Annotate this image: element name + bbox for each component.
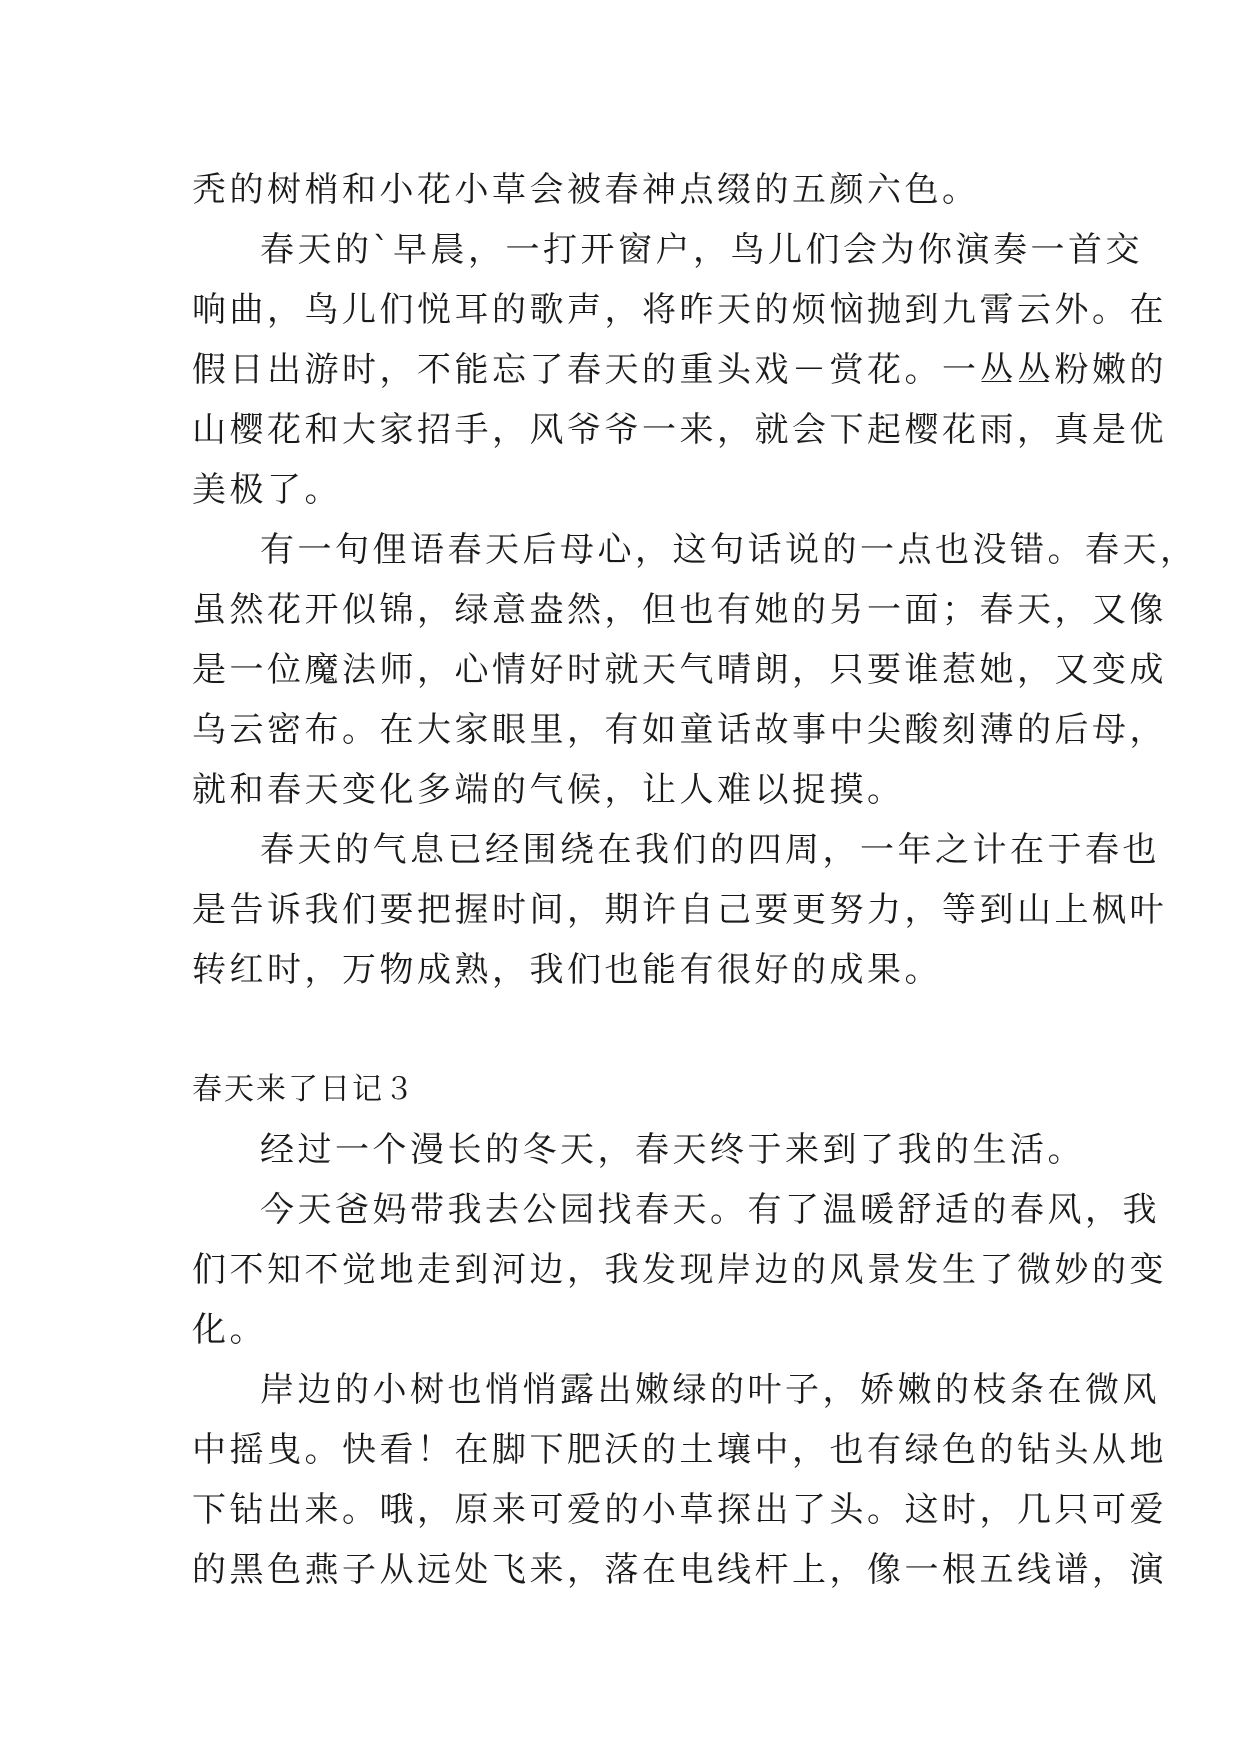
paragraph <box>192 220 1167 520</box>
paragraph <box>192 160 1058 220</box>
text-line: 转红时，万物成熟，我们也能有很好的成果。 <box>192 950 942 990</box>
text-line: 下钻出来。哦，原来可爱的小草探出了头。这时，几只可爱 <box>192 1490 1167 1530</box>
text-line: 们不知不觉地走到河边，我发现岸边的风景发生了微妙的变 <box>192 1250 1167 1290</box>
paragraph <box>192 1120 1085 1180</box>
text-line: 岸边的小树也悄悄露出嫩绿的叶子，娇嫩的枝条在微风 <box>260 1370 1160 1410</box>
text-line: 是告诉我们要把握时间，期许自己要更努力，等到山上枫叶 <box>192 890 1167 930</box>
paragraph <box>192 520 1198 820</box>
text-line: 乌云密布。在大家眼里，有如童话故事中尖酸刻薄的后母， <box>192 710 1167 750</box>
text-line: 秃的树梢和小花小草会被春神点缀的五颜六色。 <box>192 170 980 210</box>
text-line: 春天的气息已经围绕在我们的四周，一年之计在于春也 <box>260 830 1160 870</box>
text-line: 今天爸妈带我去公园找春天。有了温暖舒适的春风，我 <box>260 1190 1160 1230</box>
text-line: 响曲，鸟儿们悦耳的歌声，将昨天的烦恼抛到九霄云外。在 <box>192 290 1167 330</box>
text-line: 是一位魔法师，心情好时就天气晴朗，只要谁惹她，又变成 <box>192 650 1167 690</box>
section-spacer <box>192 1000 1058 1060</box>
text-line: 中摇曳。快看！在脚下肥沃的土壤中，也有绿色的钻头从地 <box>192 1430 1167 1470</box>
text-line: 就和春天变化多端的气候，让人难以捉摸。 <box>192 770 905 810</box>
text-line: 美极了。 <box>192 470 342 510</box>
paragraph <box>192 1360 1167 1600</box>
text-line: 春天的`早晨，一打开窗户，鸟儿们会为你演奏一首交 <box>260 230 1143 270</box>
text-line: 化。 <box>192 1310 267 1350</box>
paragraph <box>192 820 1167 1000</box>
paragraph <box>192 1180 1167 1360</box>
text-line: 经过一个漫长的冬天，春天终于来到了我的生活。 <box>260 1130 1085 1170</box>
text-line: 有一句俚语春天后母心，这句话说的一点也没错。春天， <box>260 530 1198 570</box>
text-line: 假日出游时，不能忘了春天的重头戏－赏花。一丛丛粉嫩的 <box>192 350 1167 390</box>
text-line: 山樱花和大家招手，风爷爷一来，就会下起樱花雨，真是优 <box>192 410 1167 450</box>
text-line: 的黑色燕子从远处飞来，落在电线杆上，像一根五线谱，演 <box>192 1550 1167 1590</box>
page-content <box>192 160 1198 1600</box>
section-title: 春天来了日记３ <box>192 1072 416 1107</box>
text-line: 虽然花开似锦，绿意盎然，但也有她的另一面；春天，又像 <box>192 590 1167 630</box>
